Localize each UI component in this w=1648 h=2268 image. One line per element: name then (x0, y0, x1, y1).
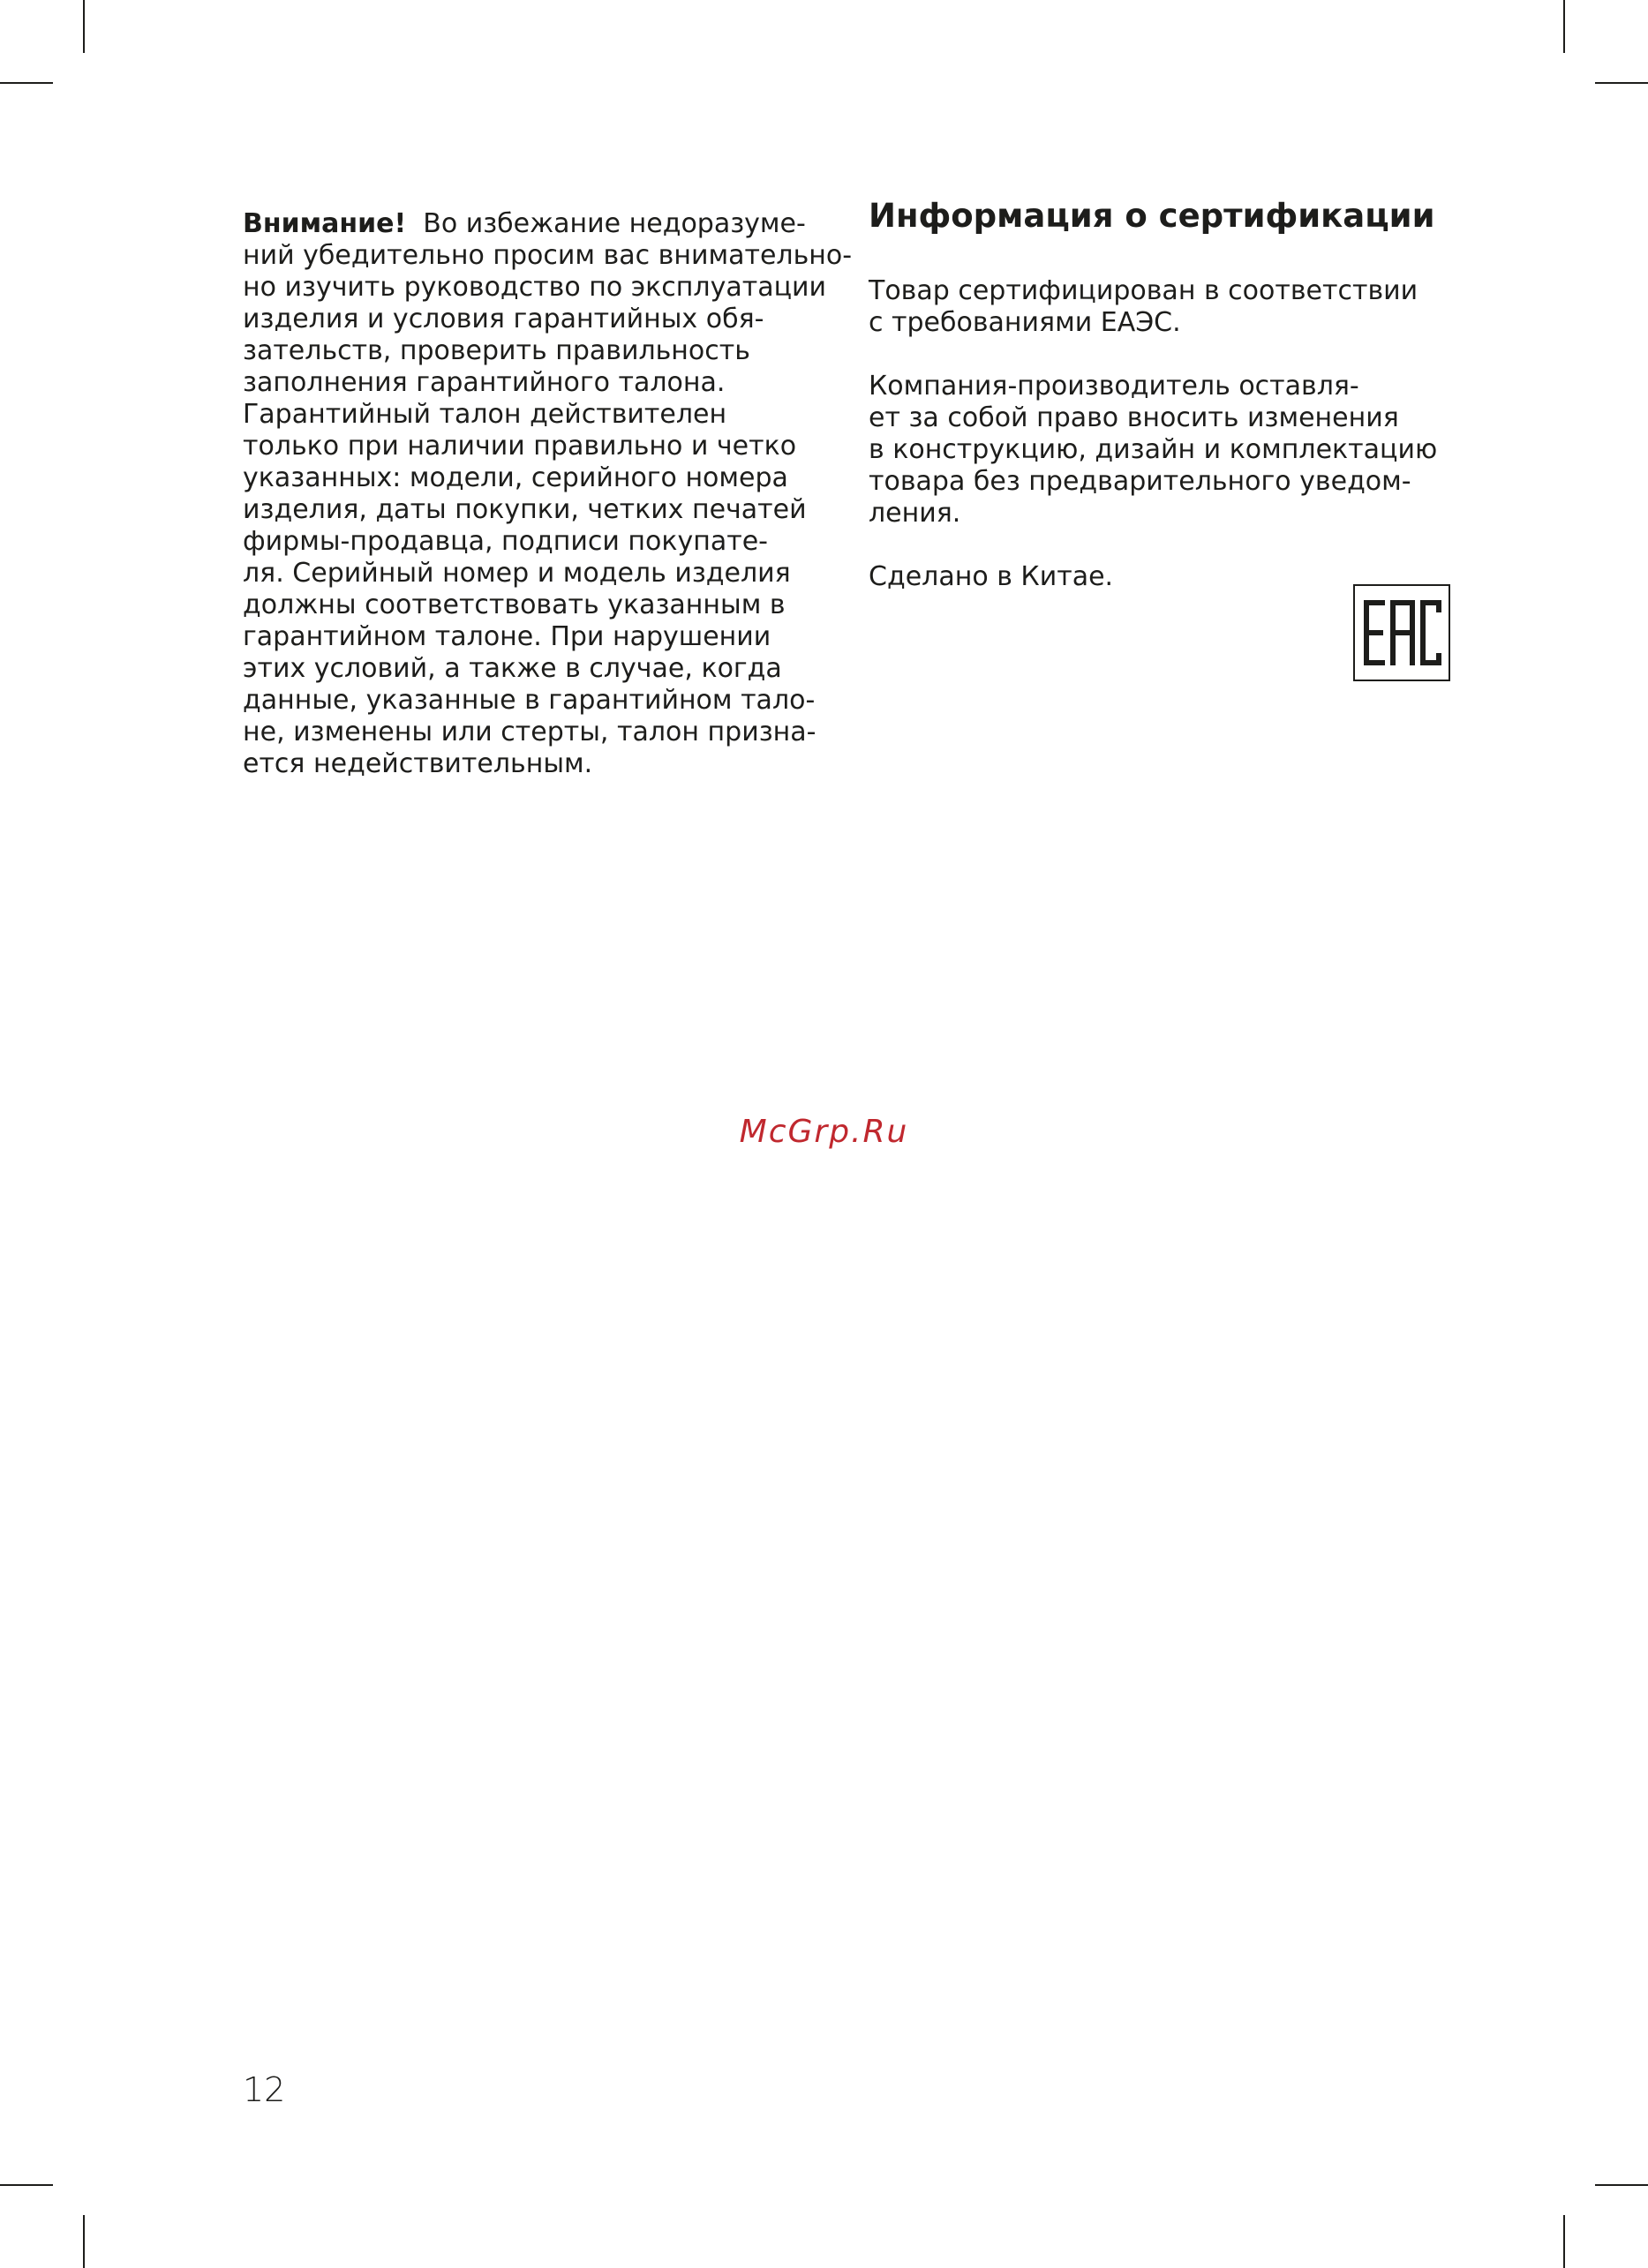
certification-paragraph (869, 275, 1486, 339)
warranty-notice-text (243, 208, 853, 780)
notice-line-1 (243, 208, 843, 240)
notice-line: этих условий, а также в случае, когда (243, 653, 782, 684)
notice-line: зательств, проверить правильность (243, 335, 750, 366)
eac-mark-icon (1353, 584, 1450, 681)
rights-line: ет за собой право вносить изменения (869, 402, 1399, 433)
crop-mark-top-left-horizontal (0, 82, 53, 84)
warranty-notice (243, 208, 853, 780)
crop-mark-bottom-right-vertical (1563, 2215, 1565, 2268)
notice-line: должны соответствовать указанным в (243, 590, 786, 620)
notice-line: указанных: модели, серийного номера (243, 462, 788, 493)
notice-line: но изучить руководство по эксплуатации (243, 272, 826, 303)
page-number: 12 (243, 2070, 286, 2109)
notice-line: ется недействительным. (243, 748, 593, 779)
crop-mark-bottom-left-horizontal (0, 2184, 53, 2186)
certification-line: с требованиями ЕАЭС. (869, 307, 1181, 338)
certification-heading: Информация о сертификации (869, 197, 1435, 235)
crop-mark-bottom-left-vertical (83, 2215, 85, 2268)
notice-line: Гарантийный талон действителен (243, 399, 727, 430)
certification-section (869, 196, 1486, 625)
notice-line: изделия, даты покупки, четких печатей (243, 494, 807, 525)
crop-mark-top-left-vertical (83, 0, 85, 53)
crop-mark-top-right-vertical (1563, 0, 1565, 53)
manufacturer-rights-paragraph (869, 371, 1486, 529)
notice-line: только при наличии правильно и четко (243, 431, 797, 462)
rights-line: товара без предварительного уведом- (869, 466, 1411, 497)
notice-line: фирмы-продавца, подписи покупате- (243, 526, 768, 557)
notice-line-text: Во избежание недоразуме- (423, 208, 806, 239)
certification-line: Товар сертифицирован в соответствии (869, 275, 1418, 306)
notice-line: изделия и условия гарантийных обя- (243, 304, 764, 334)
origin-line: Сделано в Китае. (869, 561, 1114, 592)
watermark-link[interactable]: McGrp.Ru (739, 1114, 909, 1150)
notice-line: ля. Серийный номер и модель изделия (243, 558, 791, 589)
rights-line: в конструкцию, дизайн и комплектацию (869, 434, 1438, 465)
crop-mark-top-right-horizontal (1595, 82, 1648, 84)
notice-line: заполнения гарантийного талона. (243, 367, 726, 398)
crop-mark-bottom-right-horizontal (1595, 2184, 1648, 2186)
rights-line: Компания-производитель оставля- (869, 371, 1359, 402)
rights-line: ления. (869, 498, 961, 529)
notice-line: не, изменены или стерты, талон призна- (243, 717, 816, 747)
notice-line: гарантийном талоне. При нарушении (243, 621, 771, 652)
notice-line: данные, указанные в гарантийном тало- (243, 685, 816, 716)
notice-line: ний убедительно просим вас внимательно- (243, 240, 853, 271)
notice-lead: Внимание! (243, 208, 407, 239)
